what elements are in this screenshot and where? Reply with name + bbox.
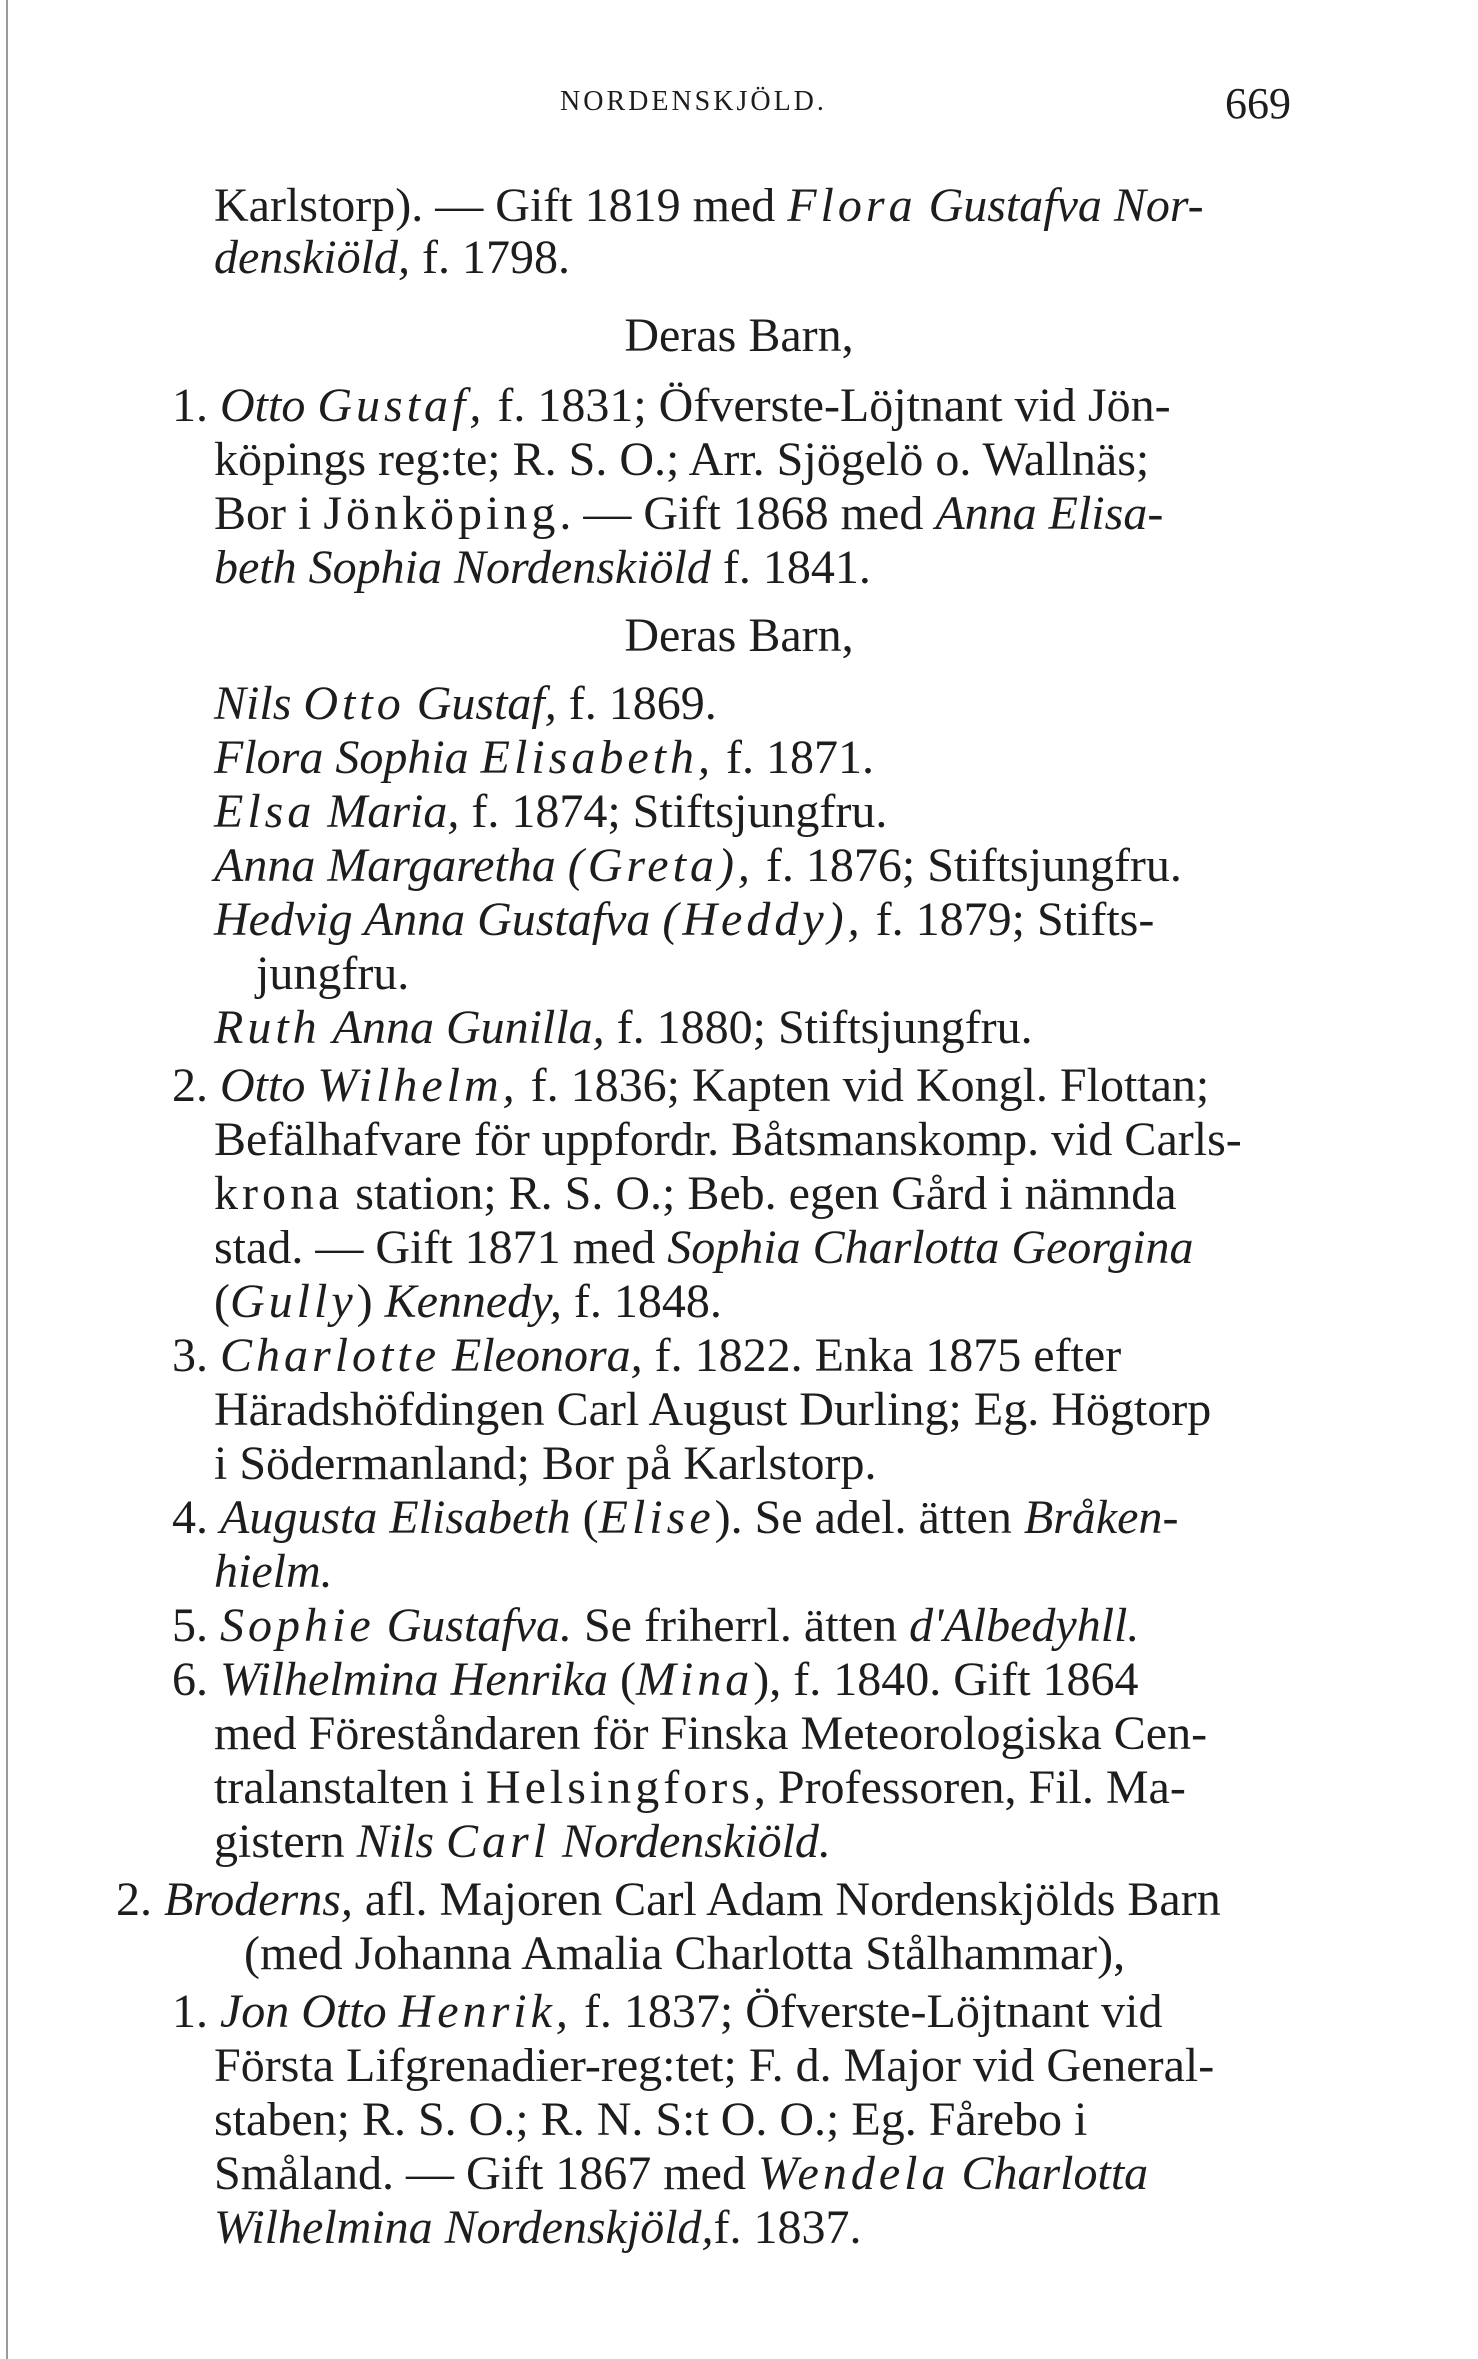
text-line: hielm. xyxy=(214,1545,333,1598)
text-line: 5. Sophie Gustafva. Se friherrl. ätten d'Albedyhll. xyxy=(172,1599,1140,1652)
text-line: 1. Otto Gustaf, f. 1831; Öfverste-Löjtnant vid Jön- xyxy=(172,379,1171,432)
text-line: köpings reg:te; R. S. O.; Arr. Sjögelö o. Wallnäs; xyxy=(214,433,1150,486)
child-entry: Anna Margaretha (Greta), f. 1876; Stiftsjungfru. xyxy=(214,839,1182,892)
text-line: Bor i Jönköping. — Gift 1868 med Anna Elisa- xyxy=(214,487,1164,540)
text-line: beth Sophia Nordenskiöld f. 1841. xyxy=(214,541,871,594)
text-line: gistern Nils Carl Nordenskiöld. xyxy=(214,1815,831,1868)
text-line: 2. Otto Wilhelm, f. 1836; Kapten vid Kongl. Flottan; xyxy=(172,1059,1210,1112)
text-line: krona station; R. S. O.; Beb. egen Gård i nämnda xyxy=(214,1167,1177,1220)
section-heading: Deras Barn, xyxy=(624,609,854,662)
text-line: Wilhelmina Nordenskjöld,f. 1837. xyxy=(214,2201,862,2254)
text-line: 2. Broderns, afl. Majoren Carl Adam Nordenskjölds Barn xyxy=(116,1873,1221,1926)
text-line: Befälhafvare för uppfordr. Båtsmanskomp. vid Carls- xyxy=(214,1113,1242,1166)
section-heading: Deras Barn, xyxy=(624,309,854,362)
running-head: NORDENSKJÖLD. xyxy=(560,86,827,117)
text-line: 3. Charlotte Eleonora, f. 1822. Enka 1875 efter xyxy=(172,1329,1122,1382)
text-line: (med Johanna Amalia Charlotta Stålhammar), xyxy=(244,1927,1126,1980)
text-line: 6. Wilhelmina Henrika (Mina), f. 1840. Gift 1864 xyxy=(172,1653,1139,1706)
child-entry: jungfru. xyxy=(256,947,410,1000)
text-line: 4. Augusta Elisabeth (Elise). Se adel. ätten Bråken- xyxy=(172,1491,1179,1544)
text-line: med Föreståndaren för Finska Meteorologiska Cen- xyxy=(214,1707,1208,1760)
text-line: 1. Jon Otto Henrik, f. 1837; Öfverste-Löjtnant vid xyxy=(172,1985,1163,2038)
text-line: Karlstorp). — Gift 1819 med Flora Gustafva Nor- xyxy=(214,179,1204,232)
text-line: (Gully) Kennedy, f. 1848. xyxy=(214,1275,722,1328)
child-entry: Nils Otto Gustaf, f. 1869. xyxy=(214,677,717,730)
text-line: Första Lifgrenadier-reg:tet; F. d. Major vid General- xyxy=(214,2039,1215,2092)
text-line: i Södermanland; Bor på Karlstorp. xyxy=(214,1437,877,1490)
text-line: staben; R. S. O.; R. N. S:t O. O.; Eg. Fårebo i xyxy=(214,2093,1088,2146)
text-line: Småland. — Gift 1867 med Wendela Charlotta xyxy=(214,2147,1149,2200)
text-line: denskiöld, f. 1798. xyxy=(214,231,570,284)
page-number: 669 xyxy=(1225,79,1291,128)
text-line: Häradshöfdingen Carl August Durling; Eg. Högtorp xyxy=(214,1383,1212,1436)
child-entry: Elsa Maria, f. 1874; Stiftsjungfru. xyxy=(214,785,888,838)
child-entry: Ruth Anna Gunilla, f. 1880; Stiftsjungfru. xyxy=(214,1001,1033,1054)
child-entry: Hedvig Anna Gustafva (Heddy), f. 1879; Stifts- xyxy=(214,893,1155,946)
text-line: tralanstalten i Helsingfors, Professoren, Fil. Ma- xyxy=(214,1761,1186,1814)
child-entry: Flora Sophia Elisabeth, f. 1871. xyxy=(214,731,874,784)
text-line: stad. — Gift 1871 med Sophia Charlotta Georgina xyxy=(214,1221,1194,1274)
